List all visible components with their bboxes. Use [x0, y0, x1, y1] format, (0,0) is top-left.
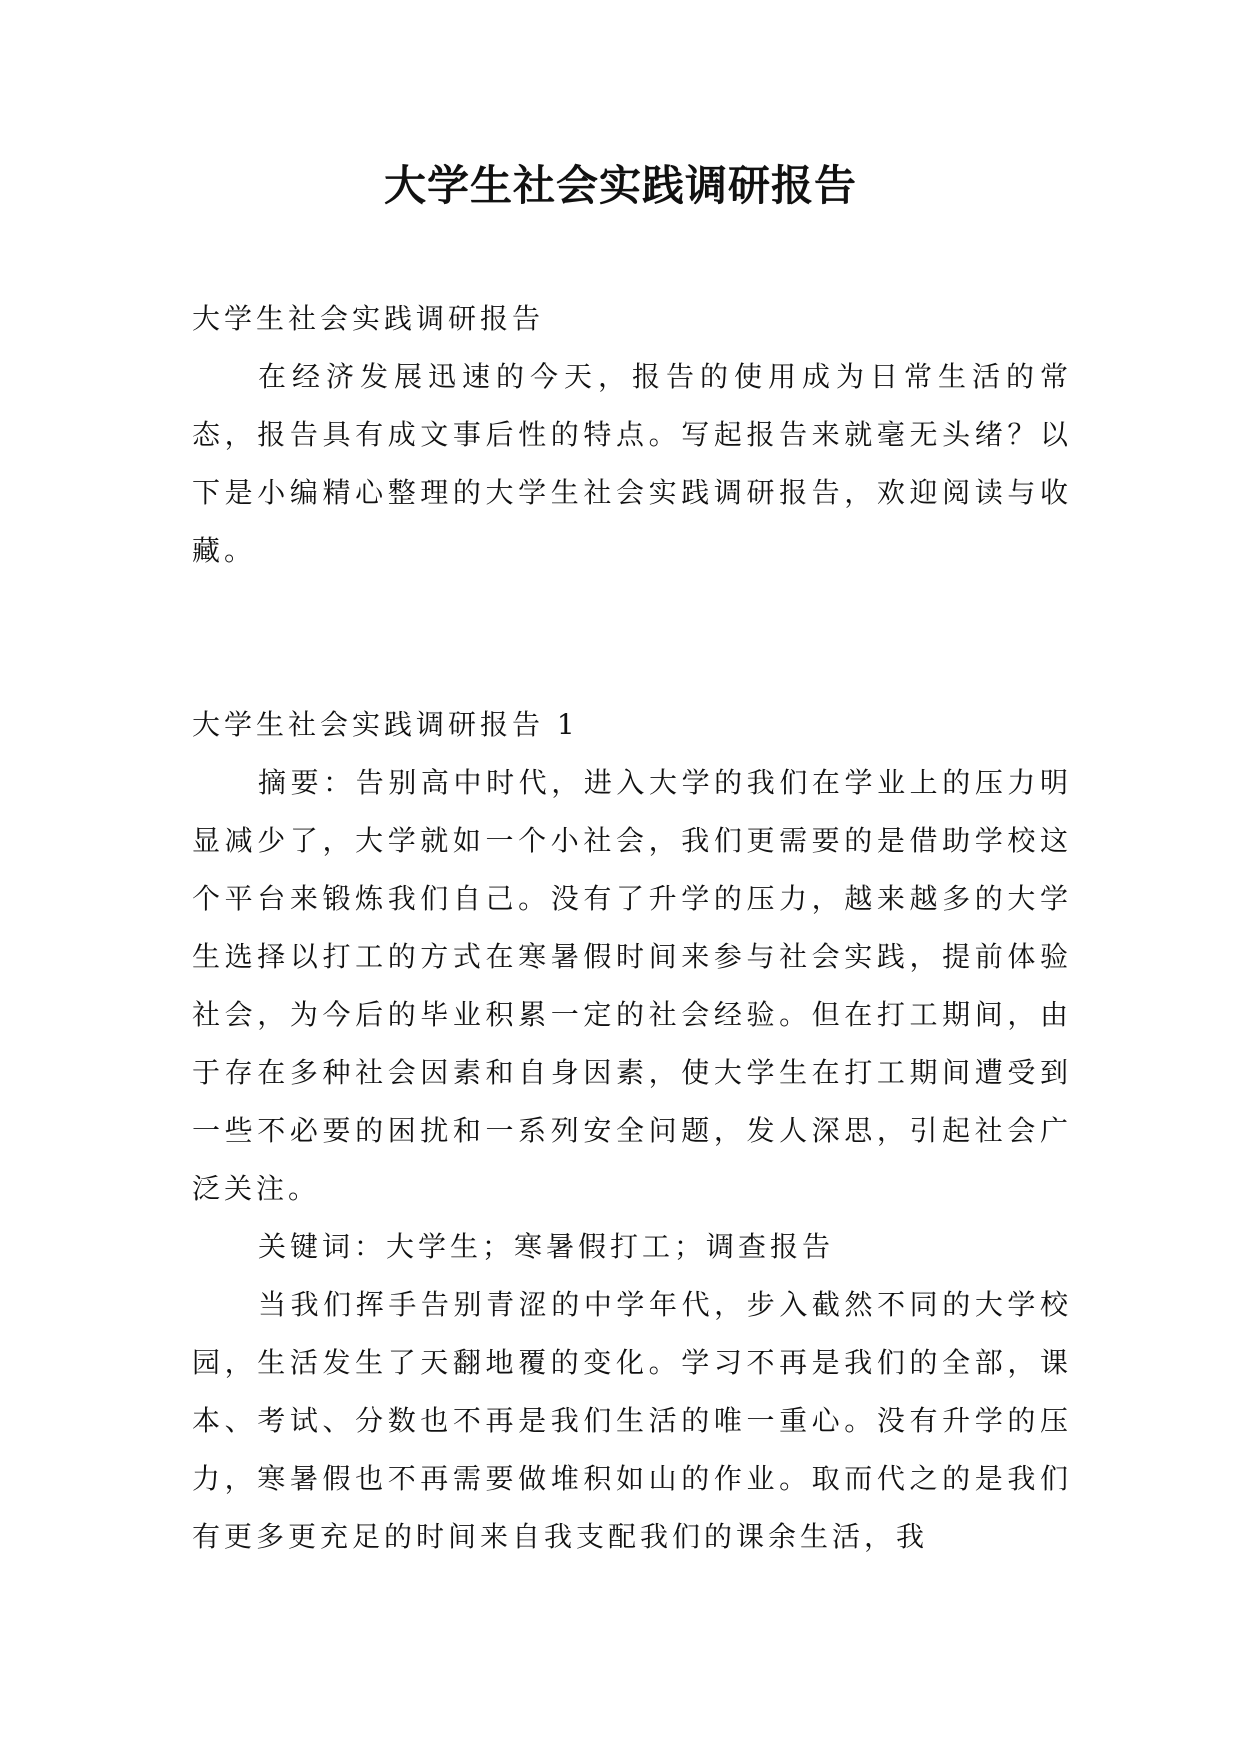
- section-spacer: [192, 580, 1072, 696]
- intro-heading: 大学生社会实践调研报告: [192, 302, 545, 335]
- abstract-paragraph: 摘要：告别高中时代，进入大学的我们在学业上的压力明显减少了，大学就如一个小社会，我们更需要的是借助学校这个平台来锻炼我们自己。没有了升学的压力，越来越多的大学生选择以打工的方式在寒暑假时间来参与社会实践，提前体验社会，为今后的毕业积累一定的社会经验。但在打工期间，由于存在多种社会因素和自身因素，使大学生在打工期间遭受到一些不必要的困扰和一系列安全问题，发人深思，引起社会广泛关注。: [192, 766, 1072, 1205]
- body-paragraph: 当我们挥手告别青涩的中学年代，步入截然不同的大学校园，生活发生了天翻地覆的变化。学习不再是我们的全部，课本、考试、分数也不再是我们生活的唯一重心。没有升学的压力，寒暑假也不再需要做堆积如山的作业。取而代之的是我们有更多更充足的时间来自我支配我们的课余生活，我: [192, 1288, 1072, 1553]
- document-title: 大学生社会实践调研报告: [383, 161, 857, 210]
- document-body: [192, 290, 1072, 1566]
- keywords-paragraph: 关键词：大学生；寒暑假打工；调查报告: [258, 1230, 835, 1263]
- section-heading: 大学生社会实践调研报告 1: [192, 708, 579, 741]
- intro-paragraph: 在经济发展迅速的今天，报告的使用成为日常生活的常态，报告具有成文事后性的特点。写起报告来就毫无头绪？以下是小编精心整理的大学生社会实践调研报告，欢迎阅读与收藏。: [192, 360, 1072, 567]
